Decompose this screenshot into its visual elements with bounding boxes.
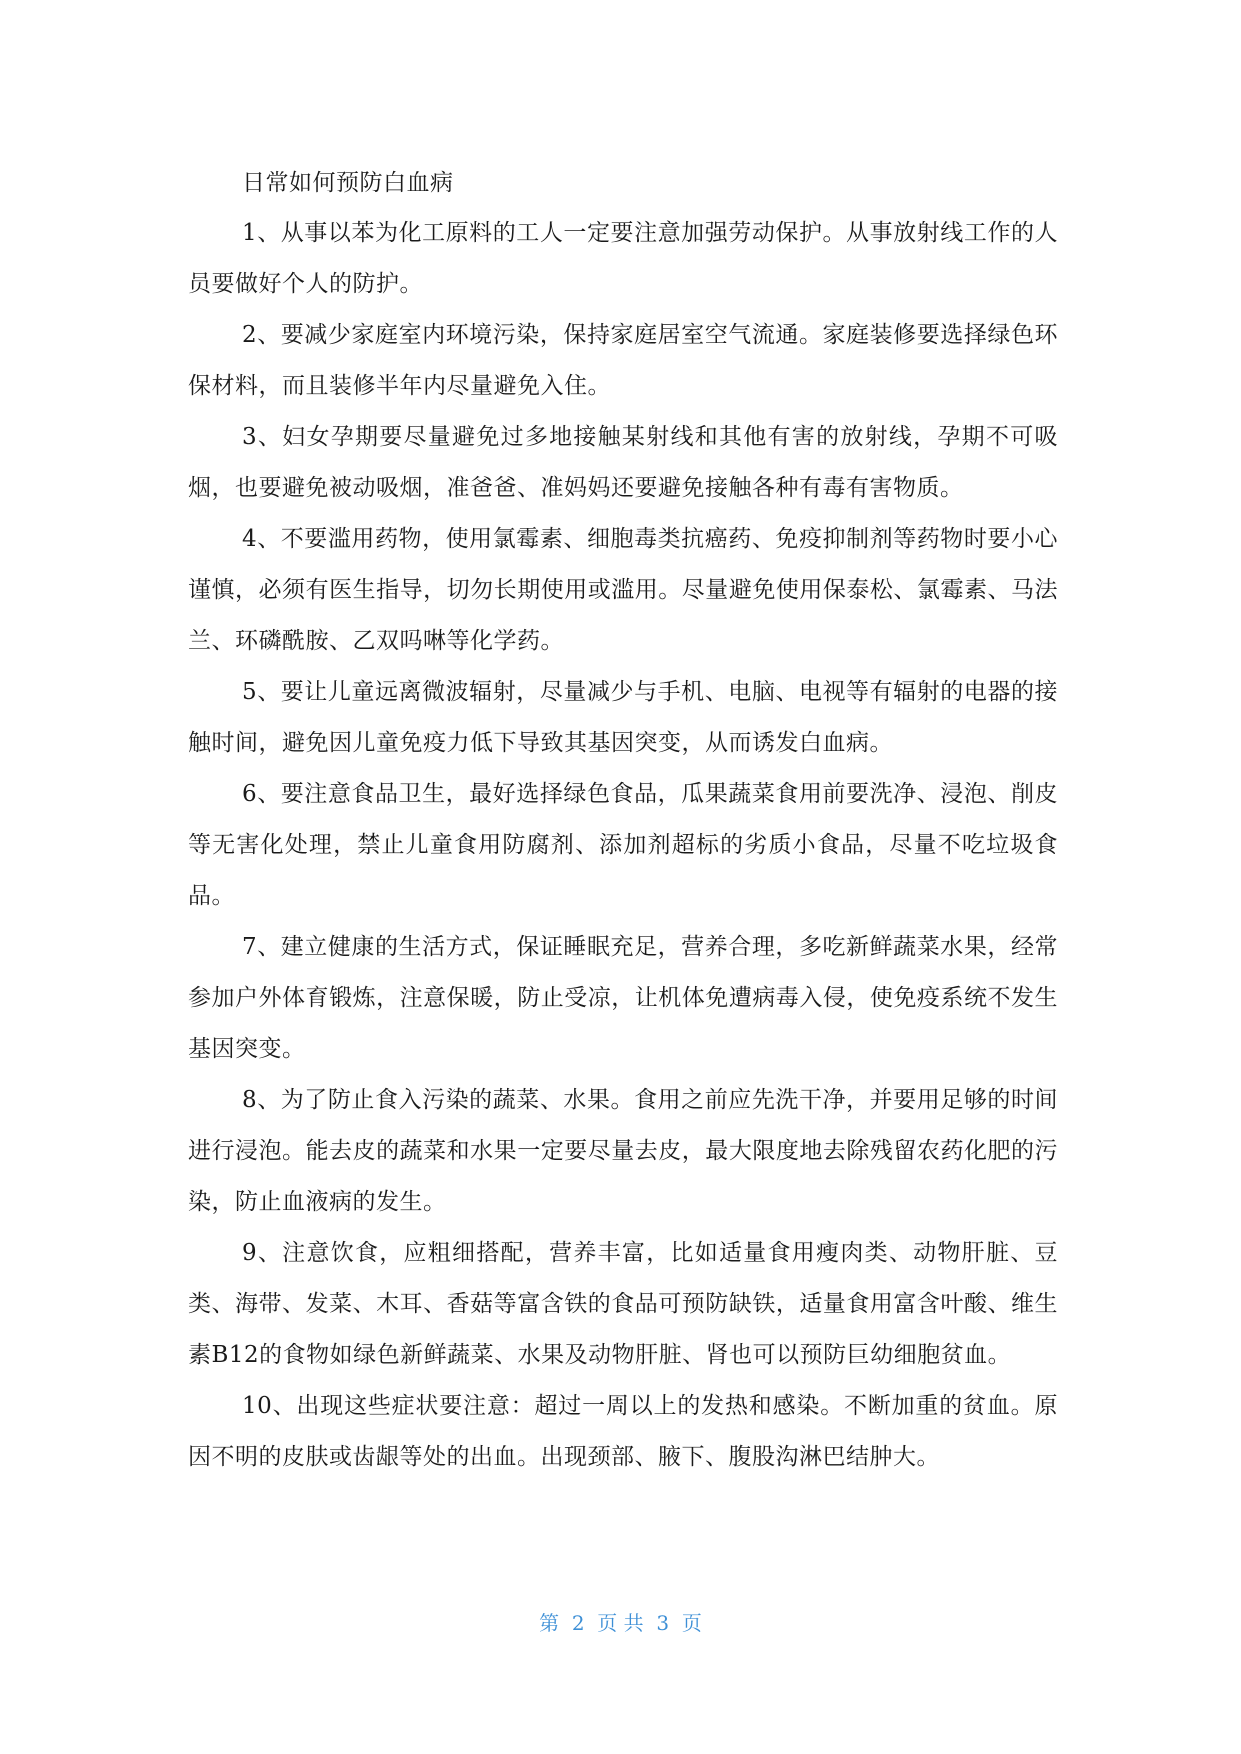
paragraph-2: 2、要减少家庭室内环境污染，保持家庭居室空气流通。家庭装修要选择绿色环保材料，而且装修半年内尽量避免入住。	[188, 322, 1058, 399]
paragraph-8: 8、为了防止食入污染的蔬菜、水果。食用之前应先洗干净，并要用足够的时间进行浸泡。能去皮的蔬菜和水果一定要尽量去皮，最大限度地去除残留农药化肥的污染，防止血液病的发生。	[188, 1087, 1058, 1215]
paragraph-9: 9、注意饮食，应粗细搭配，营养丰富，比如适量食用瘦肉类、动物肝脏、豆类、海带、发菜、木耳、香菇等富含铁的食品可预防缺铁，适量食用富含叶酸、维生素B12的食物如绿色新鲜蔬菜、水果及动物肝脏、肾也可以预防巨幼细胞贫血。	[188, 1240, 1058, 1368]
paragraph-7: 7、建立健康的生活方式，保证睡眠充足，营养合理，多吃新鲜蔬菜水果，经常参加户外体育锻炼，注意保暖，防止受凉，让机体免遭病毒入侵，使免疫系统不发生基因突变。	[188, 934, 1058, 1062]
paragraph-3: 3、妇女孕期要尽量避免过多地接触某射线和其他有害的放射线，孕期不可吸烟，也要避免被动吸烟，准爸爸、准妈妈还要避免接触各种有毒有害物质。	[188, 424, 1058, 501]
paragraph-1: 1、从事以苯为化工原料的工人一定要注意加强劳动保护。从事放射线工作的人员要做好个人的防护。	[188, 220, 1058, 297]
document-title: 日常如何预防白血病	[242, 170, 454, 196]
paragraph-6: 6、要注意食品卫生，最好选择绿色食品，瓜果蔬菜食用前要洗净、浸泡、削皮等无害化处理，禁止儿童食用防腐剂、添加剂超标的劣质小食品，尽量不吃垃圾食品。	[188, 781, 1058, 909]
paragraph-10: 10、出现这些症状要注意：超过一周以上的发热和感染。不断加重的贫血。原因不明的皮肤或齿龈等处的出血。出现颈部、腋下、腹股沟淋巴结肿大。	[188, 1393, 1058, 1470]
paragraph-5: 5、要让儿童远离微波辐射，尽量减少与手机、电脑、电视等有辐射的电器的接触时间，避免因儿童免疫力低下导致其基因突变，从而诱发白血病。	[188, 679, 1058, 756]
page-number-footer: 第 2 页 共 3 页	[539, 1611, 702, 1635]
paragraph-4: 4、不要滥用药物，使用氯霉素、细胞毒类抗癌药、免疫抑制剂等药物时要小心谨慎，必须有医生指导，切勿长期使用或滥用。尽量避免使用保泰松、氯霉素、马法兰、环磷酰胺、乙双吗啉等化学药。	[188, 526, 1058, 654]
document-body	[188, 158, 1058, 1483]
